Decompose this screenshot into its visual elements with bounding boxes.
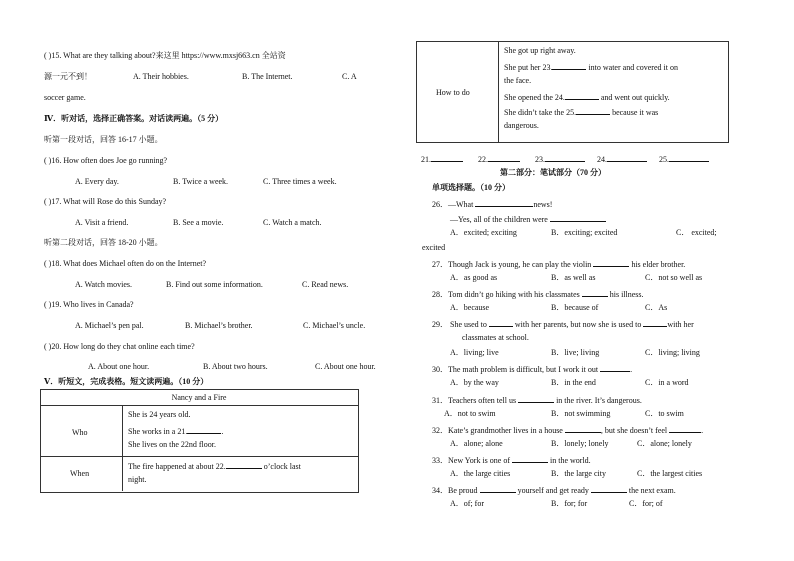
- q30-stem: 30．The math problem is difficult, but I work it out .: [432, 365, 633, 374]
- answer-blank[interactable]: [187, 425, 221, 434]
- q29-option-b: B．live; living: [551, 348, 600, 357]
- q26-line3: excited: [422, 243, 446, 252]
- q15-line3: soccer game.: [44, 93, 86, 102]
- q18-option-b: B. Find out some information.: [166, 280, 263, 289]
- q31-option-b: B．not swimming: [551, 409, 611, 418]
- q30-option-c: C．in a word: [645, 378, 689, 387]
- answer-blank[interactable]: [226, 460, 262, 469]
- table-title: Nancy and a Fire: [171, 393, 227, 402]
- q29-option-a: A．living; live: [450, 348, 499, 357]
- table-divider: [40, 456, 358, 457]
- q32-option-b: B．lonely; lonely: [551, 439, 609, 448]
- q34-stem: 34．Be proud yourself and get ready the next exam.: [432, 486, 676, 495]
- howto-line2: She put her 23. into water and covered it on: [504, 63, 678, 72]
- q26-line1: 26．—What news!: [432, 200, 553, 209]
- q19-option-c: C. Michael’s uncle.: [303, 321, 366, 330]
- q27-option-a: A．as good as: [450, 273, 498, 282]
- howto-line1: She got up right away.: [504, 46, 576, 55]
- q16-stem: ( )16. How often does Joe go running?: [44, 156, 168, 165]
- q26-line2: —Yes, all of the children were: [450, 213, 606, 225]
- q32-option-a: A．alone; alone: [450, 439, 503, 448]
- q32-option-c: C．alone; lonely: [637, 439, 692, 448]
- q31-option-c: C．to swim: [645, 409, 684, 418]
- q28-option-a: A．because: [450, 303, 490, 312]
- section4-intro2: 听第二段对话，回答 18-20 小题。: [44, 238, 163, 247]
- q20-stem: ( )20. How long do they chat online each time?: [44, 342, 195, 351]
- table-who-line3: She lives on the 22nd floor.: [128, 440, 216, 449]
- q18-stem: ( )18. What does Michael often do on the Internet?: [44, 259, 207, 268]
- q17-option-a: A. Visit a friend.: [75, 218, 129, 227]
- section4-intro1: 听第一段对话，回答 16-17 小题。: [44, 135, 163, 144]
- q18-option-a: A. Watch movies.: [75, 280, 132, 289]
- q28-option-b: B．because of: [551, 303, 599, 312]
- howto-line6: dangerous.: [504, 121, 539, 130]
- answer-25: 25.: [659, 153, 709, 165]
- howto-label: How to do: [436, 88, 470, 97]
- table-who-label: Who: [72, 428, 88, 437]
- q20-option-b: B. About two hours.: [203, 362, 268, 371]
- q31-stem: 31．Teachers often tell us in the river. It’s dangerous.: [432, 396, 642, 405]
- answer-blank[interactable]: [565, 91, 599, 100]
- q26-option-b: B．exciting; excited: [551, 228, 618, 237]
- q17-option-c: C. Watch a match.: [263, 218, 322, 227]
- q15-line2: 源一元不到！: [44, 72, 92, 81]
- q28-option-c: C．As: [645, 303, 668, 312]
- q28-stem: 28．Tom didn’t go hiking with his classmates his illness.: [432, 290, 644, 299]
- q26-option-c: C． excited;: [676, 228, 717, 237]
- table-when-line2: night.: [128, 475, 147, 484]
- section1-title: 单项选择题。（10 分）: [432, 183, 510, 192]
- q34-option-c: C．for; of: [629, 499, 663, 508]
- q17-stem: ( )17. What will Rose do this Sunday?: [44, 197, 167, 206]
- q27-option-c: C．not so well as: [645, 273, 703, 282]
- q19-option-a: A. Michael’s pen pal.: [75, 321, 144, 330]
- q15-option-a: A. Their hobbies.: [133, 72, 189, 81]
- q19-stem: ( )19. Who lives in Canada?: [44, 300, 134, 309]
- q32-stem: 32．Kate’s grandmother lives in a house , but she doesn’t feel .: [432, 426, 704, 435]
- table-who-line2: She works in a 21. .: [128, 427, 224, 436]
- q16-option-a: A. Every day.: [75, 177, 119, 186]
- howto-line4: She opened the 24. and went out quickly.: [504, 93, 670, 102]
- table-who-line1: She is 24 years old.: [128, 410, 191, 419]
- q15-line1: ( )15. What are they talking about?来这里 https://www.mxsj663.cn 全站资: [44, 51, 286, 60]
- q27-option-b: B．as well as: [551, 273, 596, 282]
- table-when-line1: The fire happened at about 22. o’clock last: [128, 462, 301, 471]
- section4-title: Ⅳ．听对话，选择正确答案。对话读两遍。（5 分）: [44, 114, 224, 123]
- q20-option-c: C. About one hour.: [315, 362, 376, 371]
- q33-option-a: A．the large cities: [450, 469, 511, 478]
- q30-option-b: B．in the end: [551, 378, 596, 387]
- howto-line3: the face.: [504, 76, 532, 85]
- q34-option-b: B．for; for: [551, 499, 588, 508]
- q20-option-a: A. About one hour.: [88, 362, 150, 371]
- q16-option-c: C. Three times a week.: [263, 177, 337, 186]
- table-divider: [122, 405, 123, 491]
- answer-blank[interactable]: [552, 61, 586, 70]
- q29-line2: classmates at school.: [462, 333, 529, 342]
- q34-option-a: A．of; for: [450, 499, 484, 508]
- q15-option-c: C. A: [342, 72, 357, 81]
- answer-23: 23.: [535, 153, 585, 165]
- table-divider: [40, 405, 358, 406]
- q26-option-a: A．excited; exciting: [450, 228, 517, 237]
- q29-option-c: C．living; living: [645, 348, 700, 357]
- q27-stem: 27．Though Jack is young, he can play the violin his elder brother.: [432, 260, 686, 269]
- q33-option-c: C．the largest cities: [637, 469, 703, 478]
- q33-stem: 33．New York is one of in the world.: [432, 456, 591, 465]
- q16-option-b: B. Twice a week.: [173, 177, 229, 186]
- section5-title: Ⅴ．听短文，完成表格。短文读两遍。（10 分）: [44, 377, 209, 386]
- part2-title: 第二部分：笔试部分（70 分）: [500, 168, 606, 177]
- table-divider: [498, 41, 499, 142]
- q30-option-a: A．by the way: [450, 378, 499, 387]
- q29-stem: 29． She used to with her parents, but now she is used to with her: [432, 320, 694, 329]
- howto-line5: She didn’t take the 25. because it was: [504, 108, 659, 117]
- table-when-label: When: [70, 469, 90, 478]
- q17-option-b: B. See a movie.: [173, 218, 224, 227]
- q18-option-c: C. Read news.: [302, 280, 349, 289]
- answer-24: 24.: [597, 153, 647, 165]
- q31-option-a: A．not to swim: [444, 409, 496, 418]
- q33-option-b: B．the large city: [551, 469, 606, 478]
- q15-option-b: B. The Internet.: [242, 72, 293, 81]
- answer-22: 22.: [478, 153, 520, 165]
- answer-21: 21.: [421, 153, 463, 165]
- answer-blank[interactable]: [576, 106, 610, 115]
- q19-option-b: B. Michael’s brother.: [185, 321, 253, 330]
